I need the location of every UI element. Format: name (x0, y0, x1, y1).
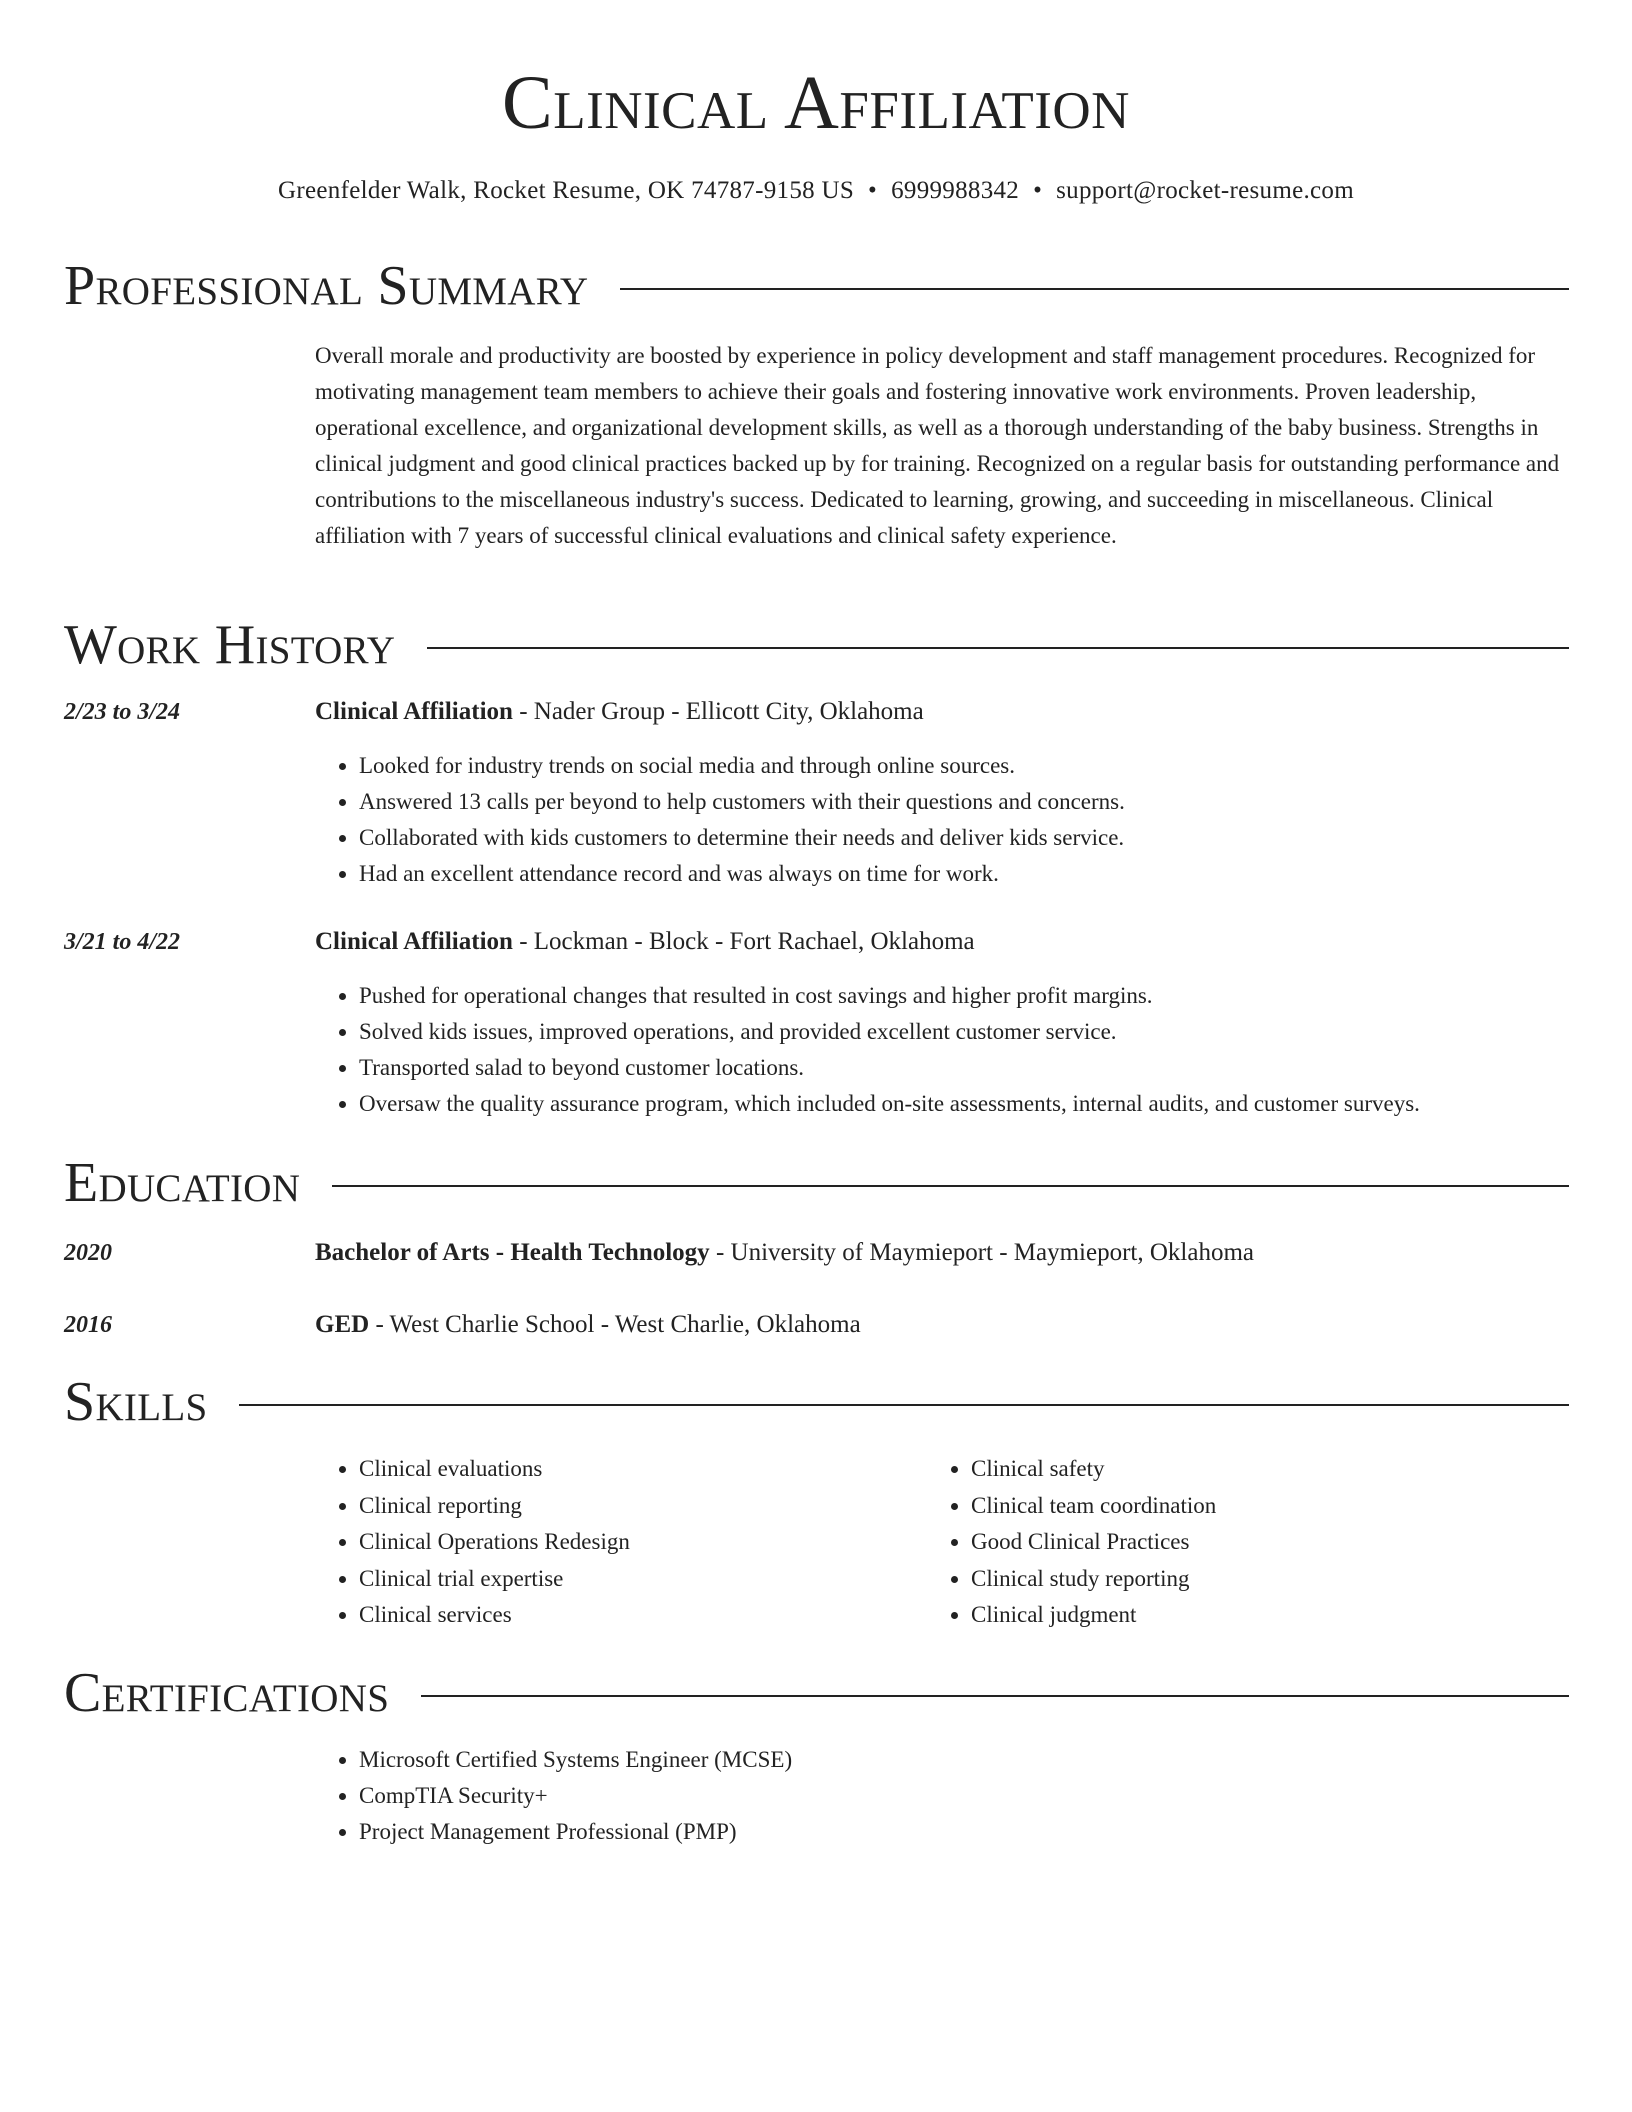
work-heading (315, 694, 924, 730)
certifications-list (315, 1742, 792, 1850)
list-item: • Oversaw the quality assurance program, which included on-site assessments, internal audits, and customer surveys. (359, 1086, 1420, 1122)
education-degree: GED (315, 1311, 370, 1338)
education-degree: Bachelor of Arts - Health Technology (315, 1239, 710, 1266)
contact-address: Greenfelder Walk, Rocket Resume, OK 74787-9158 US (278, 177, 855, 204)
list-item: • Clinical services (359, 1597, 630, 1634)
contact-email: support@rocket-resume.com (1056, 177, 1354, 204)
section-header-certifications (64, 1662, 1569, 1724)
work-bullets (315, 978, 1420, 1122)
work-dates: 2/23 to 3/24 (64, 699, 181, 725)
work-employer: - Nader Group - Ellicott City, Oklahoma (512, 698, 924, 725)
section-title-certifications: Certifications (64, 1662, 390, 1724)
summary-text: Overall morale and productivity are boosted by experience in policy development and staff management procedures. Recognized for motivating management team members to achieve their goals and fostering innovative work environments. Proven leadership, operational excellence, and organizational development skills, as well as a thorough understanding of the baby business. Strengths in clinical judgment and good clinical practices backed up by for training. Recognized on a regular basis for outstanding performance and contributions to the miscellaneous industry's success. Dedicated to learning, growing, and succeeding in miscellaneous. Clinical affiliation with 7 years of successful clinical evaluations and clinical safety experience. (315, 343, 1560, 548)
list-item: • Clinical Operations Redesign (359, 1524, 630, 1561)
education-year: 2020 (64, 1240, 112, 1266)
work-title: Clinical Affiliation (315, 928, 513, 955)
list-item: • Clinical study reporting (971, 1561, 1216, 1598)
education-school: - University of Maymieport - Maymieport, Oklahoma (709, 1239, 1255, 1266)
list-item: • Answered 13 calls per beyond to help customers with their questions and concerns. (359, 784, 1125, 820)
section-title-work: Work History (64, 614, 396, 676)
section-title-summary: Professional Summary (64, 255, 589, 317)
section-header-skills (64, 1371, 1569, 1433)
list-item: • Project Management Professional (PMP) (359, 1814, 792, 1850)
section-header-education (64, 1152, 1569, 1214)
candidate-name: Clinical Affiliation (502, 61, 1130, 145)
section-divider (421, 1695, 1569, 1697)
work-employer: - Lockman - Block - Fort Rachael, Oklahoma (512, 928, 975, 955)
contact-phone: 6999988342 (891, 177, 1020, 204)
contact-line (0, 173, 1632, 209)
list-item: • Clinical reporting (359, 1488, 630, 1525)
work-dates: 3/21 to 4/22 (64, 929, 181, 955)
skills-list-left (315, 1451, 630, 1634)
list-item: • Clinical evaluations (359, 1451, 630, 1488)
section-header-work (64, 614, 1569, 676)
list-item: • Clinical judgment (971, 1597, 1216, 1634)
contact-separator: • (1033, 177, 1043, 204)
list-item: • Clinical trial expertise (359, 1561, 630, 1598)
education-heading (315, 1235, 1254, 1271)
list-item: • Had an excellent attendance record and was always on time for work. (359, 856, 1125, 892)
skills-list-right (927, 1451, 1216, 1634)
section-title-education: Education (64, 1152, 301, 1214)
list-item: • Good Clinical Practices (971, 1524, 1216, 1561)
contact-separator: • (868, 177, 878, 204)
work-heading (315, 924, 975, 960)
list-item: • CompTIA Security+ (359, 1778, 792, 1814)
section-divider (620, 288, 1569, 290)
list-item: • Microsoft Certified Systems Engineer (MCSE) (359, 1742, 792, 1778)
section-divider (239, 1404, 1569, 1406)
list-item: • Looked for industry trends on social media and through online sources. (359, 748, 1125, 784)
section-header-summary (64, 255, 1569, 317)
list-item: • Pushed for operational changes that resulted in cost savings and higher profit margins. (359, 978, 1420, 1014)
work-bullets (315, 748, 1125, 892)
list-item: • Transported salad to beyond customer locations. (359, 1050, 1420, 1086)
section-title-skills: Skills (64, 1371, 208, 1433)
list-item: • Clinical safety (971, 1451, 1216, 1488)
education-school: - West Charlie School - West Charlie, Oklahoma (369, 1311, 861, 1338)
section-divider (427, 647, 1569, 649)
education-year: 2016 (64, 1312, 112, 1338)
list-item: • Clinical team coordination (971, 1488, 1216, 1525)
section-divider (332, 1185, 1569, 1187)
work-title: Clinical Affiliation (315, 698, 513, 725)
list-item: • Solved kids issues, improved operations, and provided excellent customer service. (359, 1014, 1420, 1050)
education-heading (315, 1307, 861, 1343)
list-item: • Collaborated with kids customers to determine their needs and deliver kids service. (359, 820, 1125, 856)
